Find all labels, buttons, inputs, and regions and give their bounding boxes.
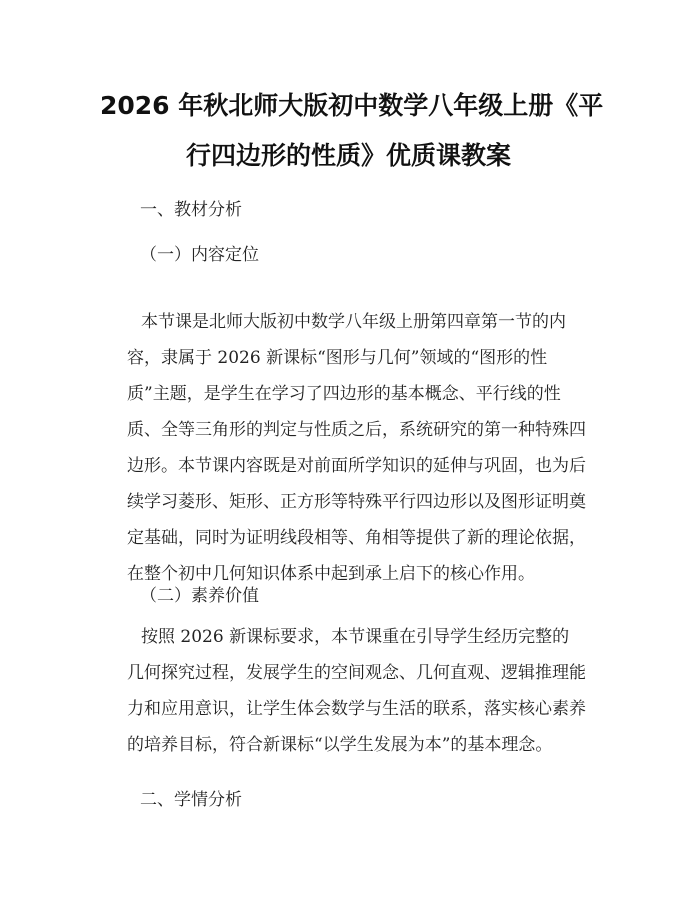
paragraph-content-position [127, 304, 597, 592]
paragraph-line: 定基础，同时为证明线段相等、角相等提供了新的理论依据， [127, 528, 586, 548]
paragraph-line: 在整个初中几何知识体系中起到承上启下的核心作用。 [127, 564, 535, 584]
section-heading-textbook-analysis: 一、教材分析 [140, 200, 242, 220]
paragraph-line: 边形。本节课内容既是对前面所学知识的延伸与巩固，也为后 [127, 456, 586, 476]
document-title-line-1: 2026 年秋北师大版初中数学八年级上册《平 [100, 91, 604, 120]
paragraph-line: 质”主题，是学生在学习了四边形的基本概念、平行线的性 [127, 384, 561, 404]
subsection-heading-content-position: （一）内容定位 [140, 245, 259, 265]
paragraph-literacy-value [127, 619, 597, 763]
paragraph-line: 的培养目标，符合新课标“以学生发展为本”的基本理念。 [127, 735, 553, 755]
paragraph-line: 本节课是北师大版初中数学八年级上册第四章第一节的内 [141, 312, 566, 332]
subsection-heading-literacy-value: （二）素养价值 [140, 586, 259, 606]
document-title-line-2: 行四边形的性质》优质课教案 [186, 141, 512, 170]
paragraph-line: 按照 2026 新课标要求，本节课重在引导学生经历完整的 [141, 627, 570, 647]
paragraph-line: 力和应用意识，让学生体会数学与生活的联系，落实核心素养 [127, 699, 586, 719]
paragraph-line: 几何探究过程，发展学生的空间观念、几何直观、逻辑推理能 [127, 663, 586, 683]
section-heading-learner-analysis: 二、学情分析 [140, 790, 242, 810]
paragraph-line: 容，隶属于 2026 新课标“图形与几何”领域的“图形的性 [127, 348, 548, 368]
paragraph-line: 续学习菱形、矩形、正方形等特殊平行四边形以及图形证明奠 [127, 492, 586, 512]
paragraph-line: 质、全等三角形的判定与性质之后，系统研究的第一种特殊四 [127, 420, 586, 440]
